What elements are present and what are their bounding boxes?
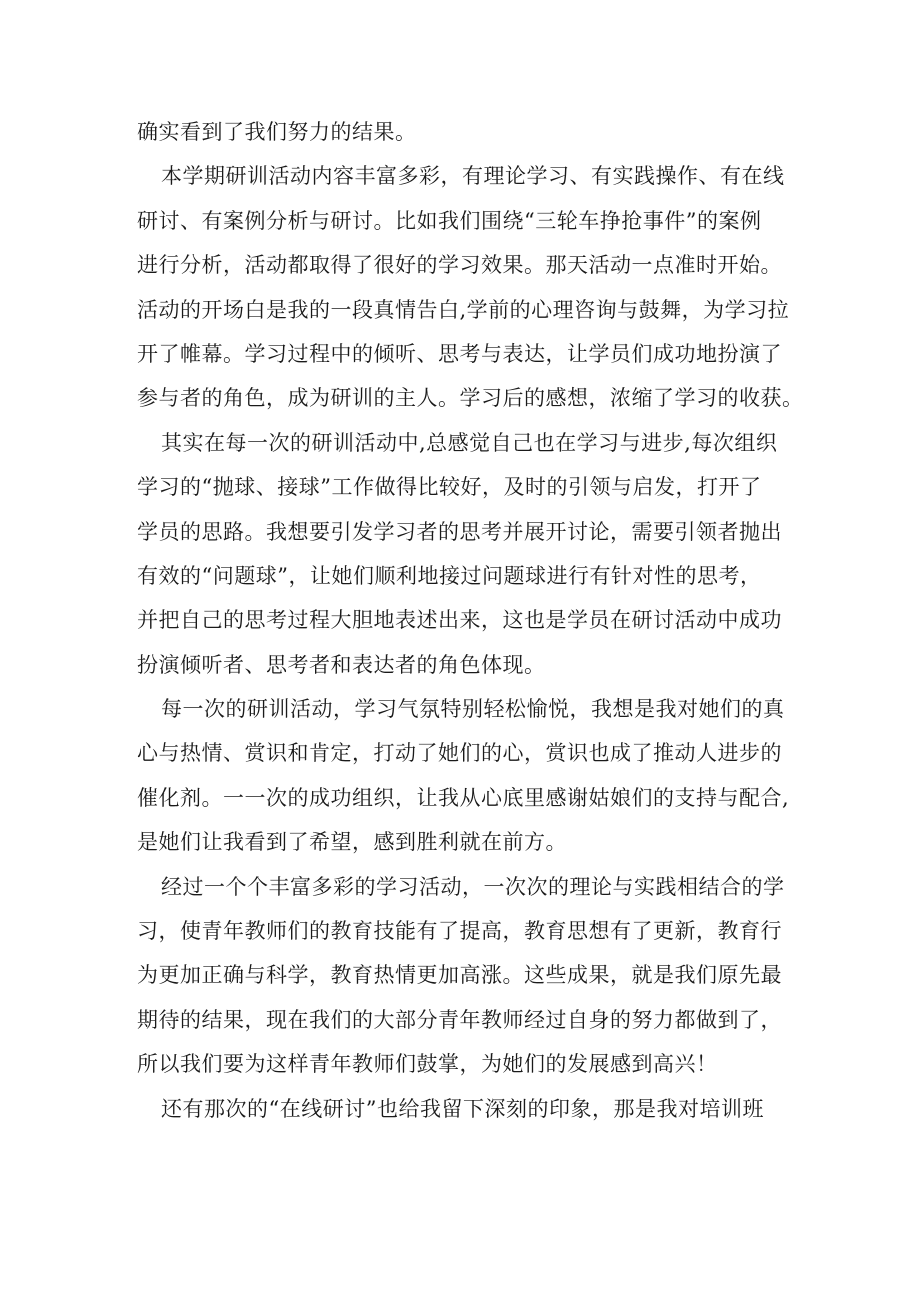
text-line: 学习的“抛球、接球”工作做得比较好，及时的引领与启发，打开了 bbox=[137, 475, 762, 500]
text-line: 是她们让我看到了希望，感到胜利就在前方。 bbox=[137, 830, 567, 855]
text-line: 学员的思路。我想要引发学习者的思考并展开讨论，需要引领者抛出 bbox=[137, 519, 782, 544]
text-line: 催化剂。一一次的成功组织，让我从心底里感谢姑娘们的支持与配合, bbox=[137, 785, 790, 810]
text-line: 心与热情、赏识和肯定，打动了她们的心，赏识也成了推动人进步的 bbox=[137, 741, 782, 766]
paragraph-start-line: 每一次的研训活动，学习气氛特别轻松愉悦，我想是我对她们的真 bbox=[161, 697, 785, 722]
paragraph-start-line: 其实在每一次的研训活动中,总感觉自己也在学习与进步,每次组织 bbox=[161, 430, 778, 455]
text-line: 扮演倾听者、思考者和表达者的角色体现。 bbox=[137, 652, 546, 677]
text-line: 研讨、有案例分析与研讨。比如我们围绕“三轮车挣抢事件”的案例 bbox=[137, 208, 762, 233]
text-line: 参与者的角色，成为研训的主人。学习后的感想，浓缩了学习的收获。 bbox=[137, 386, 804, 411]
text-line: 有效的“问题球”，让她们顺利地接过问题球进行有针对性的思考， bbox=[137, 563, 762, 588]
text-line: 习，使青年教师们的教育技能有了提高，教育思想有了更新，教育行 bbox=[137, 919, 782, 944]
paragraph-start-line: 本学期研训活动内容丰富多彩，有理论学习、有实践操作、有在线 bbox=[161, 164, 785, 189]
text-line: 所以我们要为这样青年教师们鼓掌，为她们的发展感到高兴！ bbox=[137, 1052, 718, 1077]
paragraph-start-line: 经过一个个丰富多彩的学习活动，一次次的理论与实践相结合的学 bbox=[161, 874, 785, 899]
text-line: 期待的结果，现在我们的大部分青年教师经过自身的努力都做到了， bbox=[137, 1007, 782, 1032]
text-line: 开了帷幕。学习过程中的倾听、思考与表达，让学员们成功地扮演了 bbox=[137, 341, 782, 366]
text-line: 并把自己的思考过程大胆地表述出来，这也是学员在研讨活动中成功 bbox=[137, 608, 782, 633]
text-line: 活动的开场白是我的一段真情告白,学前的心理咨询与鼓舞，为学习拉 bbox=[137, 297, 790, 322]
document-body bbox=[137, 110, 804, 1131]
text-line: 确实看到了我们努力的结果。 bbox=[137, 120, 417, 144]
paragraph-start-line: 还有那次的“在线研讨”也给我留下深刻的印象，那是我对培训班 bbox=[161, 1096, 764, 1121]
text-line: 进行分析，活动都取得了很好的学习效果。那天活动一点准时开始。 bbox=[137, 253, 782, 278]
text-line: 为更加正确与科学，教育热情更加高涨。这些成果，就是我们原先最 bbox=[137, 963, 782, 988]
